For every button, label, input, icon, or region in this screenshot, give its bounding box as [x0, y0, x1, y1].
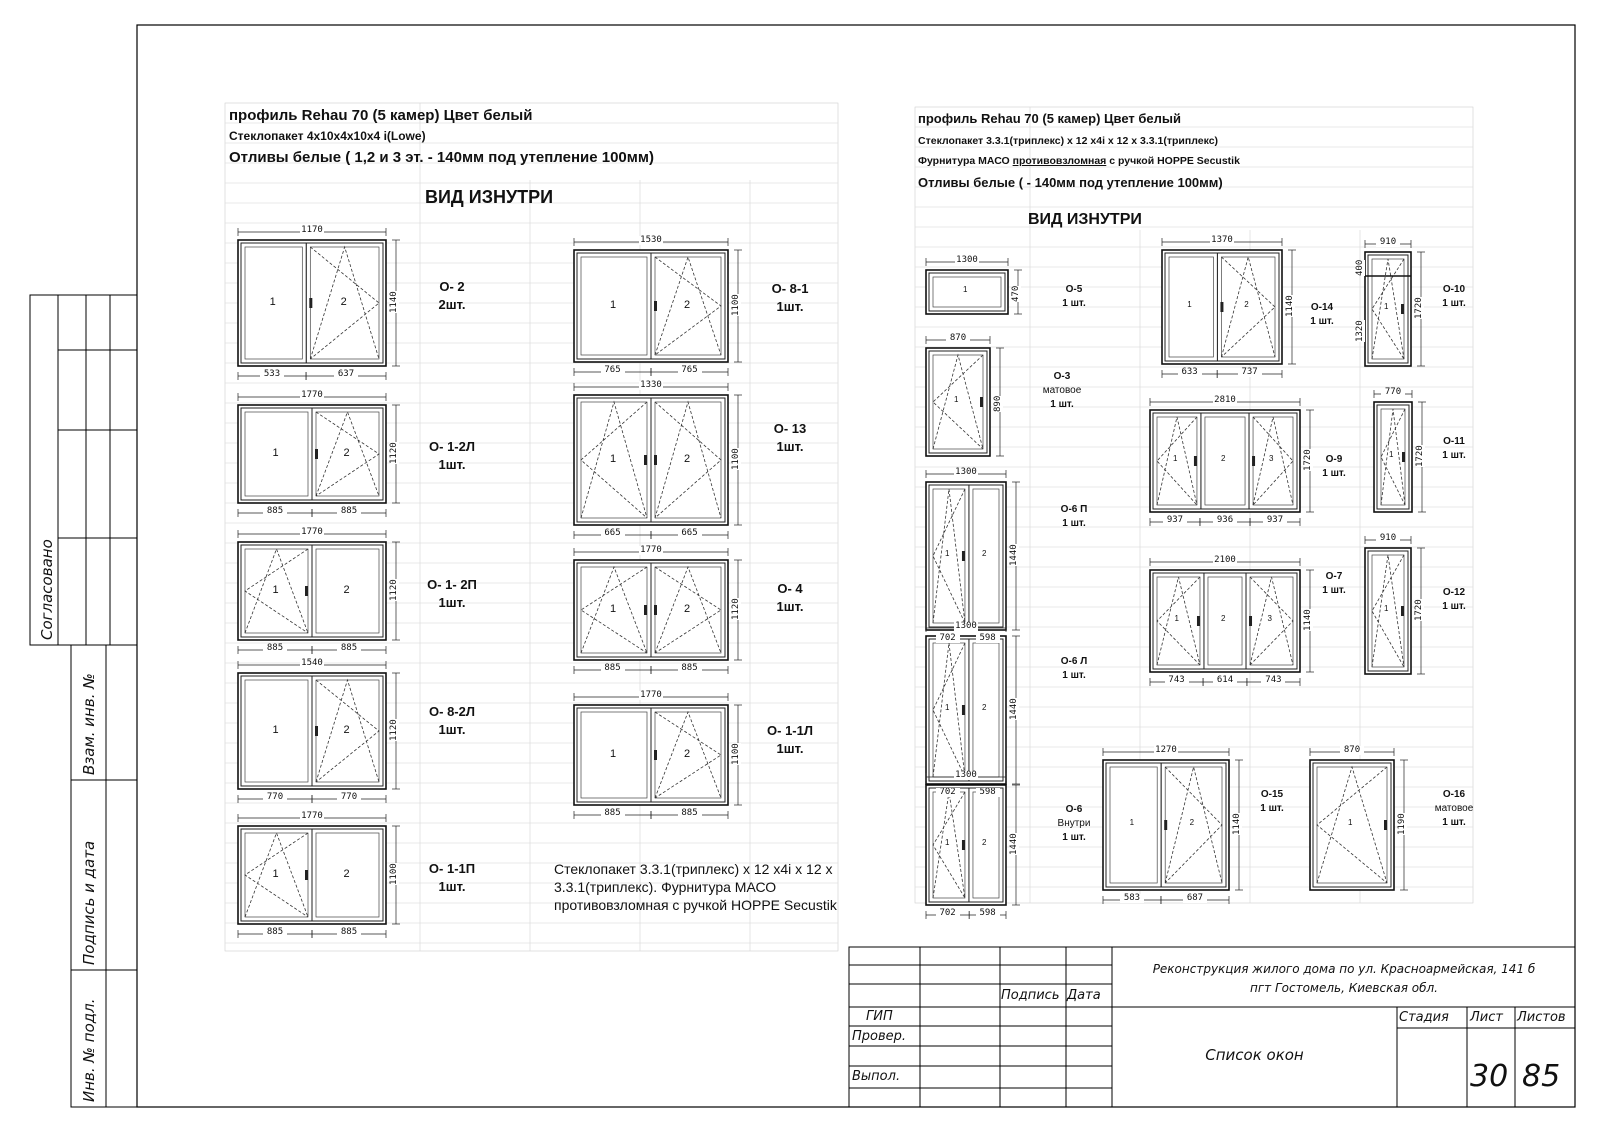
window-left-3: [238, 658, 400, 803]
sash-number: 2: [684, 603, 691, 615]
window-code: О- 13: [773, 421, 807, 436]
handle: [980, 397, 983, 407]
tb-location: пгт Гостомель, Киевская обл.: [1250, 981, 1438, 995]
sash-number: 1: [1384, 604, 1389, 613]
window-right-12: [1310, 748, 1408, 890]
handle: [1402, 452, 1405, 462]
right-glass-spec: Стеклопакет 3.3.1(триплекс) х 12 х4i х 12 х 3.3.1(триплекс): [918, 135, 1219, 147]
overall-width: 910: [1376, 534, 1400, 543]
overall-width: 1370: [1211, 235, 1233, 245]
window-qty: 1шт.: [776, 439, 804, 454]
overall-height: 1440: [1009, 698, 1019, 720]
overall-height: 1190: [1397, 813, 1407, 835]
handle: [315, 726, 318, 736]
left-sills-spec: Отливы белые ( 1,2 и 3 эт. - 140мм под утепление 100мм): [229, 149, 654, 166]
overall-width: 1540: [301, 658, 323, 668]
sash-number: 3: [1267, 614, 1272, 623]
part-width: 665: [601, 529, 625, 538]
overall-height: 1440: [1009, 833, 1019, 855]
sash-number: 1: [269, 296, 276, 308]
sash-number: 1: [954, 395, 959, 404]
overall-width: 870: [1340, 746, 1364, 755]
overall-height: 1120: [389, 719, 399, 741]
window-code: О-6 П: [1060, 504, 1088, 515]
stamp-replaces-inv: Взам. инв. №: [80, 673, 98, 775]
window-qty: 1 шт.: [1050, 399, 1074, 410]
window-code: О- 8-2Л: [429, 704, 475, 719]
stamp-original-inv: Инв. № подл.: [80, 998, 98, 1102]
handle: [644, 605, 647, 615]
overall-height: 1100: [389, 863, 399, 885]
part-width: 885: [678, 809, 702, 818]
overall-height: 1140: [1232, 813, 1242, 835]
handle: [315, 449, 318, 459]
part-width: 885: [337, 928, 361, 937]
sash-number: 3: [1269, 454, 1274, 463]
tb-role-done: Выпол.: [852, 1069, 901, 1084]
sash-number: 2: [684, 299, 691, 311]
part-width: 770: [263, 793, 287, 802]
tb-sheet-number: 30: [1470, 1059, 1509, 1094]
window-qty: 1 шт.: [1442, 298, 1466, 309]
window-left-4: [238, 811, 400, 938]
window-code: О-9: [1325, 454, 1343, 465]
window-qty: 1шт.: [776, 741, 804, 756]
window-qty: 1 шт.: [1442, 601, 1466, 612]
part-width: 598: [976, 788, 1000, 797]
window-right-2: [926, 467, 1020, 644]
window-qty: 1 шт.: [1062, 518, 1086, 529]
window-code: О- 2: [439, 279, 465, 294]
window-code: О-16: [1442, 789, 1466, 800]
window-code: О-6: [1065, 804, 1083, 815]
sash-number: 1: [272, 447, 279, 459]
window-code: О-3: [1053, 371, 1071, 382]
sash-number: 2: [1189, 818, 1195, 827]
handle: [1164, 820, 1167, 830]
window-code: О- 1-2Л: [429, 439, 475, 454]
tb-project: Реконструкция жилого дома по ул. Красноармейская, 141 б: [1152, 962, 1536, 976]
window-left-2: [238, 527, 400, 654]
window-right-8: [1103, 745, 1243, 904]
window-qty: 1 шт.: [1260, 803, 1284, 814]
window-note: Внутри: [1057, 818, 1091, 829]
overall-width: 1530: [640, 235, 662, 245]
window-note: матовое: [1434, 803, 1474, 814]
window-code: О- 4: [777, 581, 803, 596]
sash-number: 2: [343, 868, 350, 880]
part-width: 743: [1165, 676, 1189, 685]
right-profile-title: профиль Rehau 70 (5 камер) Цвет белый: [918, 111, 1181, 126]
overall-height: 1440: [1009, 544, 1019, 566]
window-qty: 1 шт.: [1322, 585, 1346, 596]
overall-width: 1330: [640, 380, 662, 390]
window-right-5: [1162, 235, 1296, 378]
overall-width: 1770: [640, 690, 662, 700]
sash-number: 1: [272, 584, 279, 596]
sash-number: 1: [1174, 614, 1179, 623]
handle: [1249, 616, 1252, 626]
sash-number: 1: [944, 838, 950, 847]
tb-sheet-label: Лист: [1470, 1010, 1503, 1025]
right-view-title: ВИД ИЗНУТРИ: [1028, 211, 1142, 228]
part-width: 770: [337, 793, 361, 802]
overall-height: 1100: [731, 448, 741, 470]
sash-number: 2: [981, 549, 987, 558]
window-code: О- 1-1Л: [767, 723, 813, 738]
window-qty: 1шт.: [776, 299, 804, 314]
window-qty: 1 шт.: [1062, 832, 1086, 843]
handle: [1384, 820, 1387, 830]
part-width: 885: [678, 664, 702, 673]
window-code: О-11: [1443, 436, 1465, 447]
window-code: О-14: [1310, 302, 1334, 313]
window-left-6: [574, 380, 742, 539]
overall-width: 1300: [955, 770, 977, 780]
part-width: 687: [1183, 894, 1207, 903]
part-width: 665: [678, 529, 702, 538]
sash-number: 2: [684, 453, 691, 465]
overall-height: 1720: [1414, 599, 1424, 621]
handle: [1401, 606, 1404, 616]
part-width: 937: [1163, 516, 1187, 525]
window-code: О-7: [1325, 571, 1343, 582]
sash-number: 1: [272, 868, 279, 880]
sash-number: 2: [981, 703, 987, 712]
handle: [1401, 304, 1404, 314]
window-right-0: [926, 255, 1022, 314]
overall-width: 1300: [955, 467, 977, 477]
window-note: матовое: [1042, 385, 1082, 396]
overall-height: 1140: [1303, 609, 1313, 631]
window-qty: 1 шт.: [1062, 298, 1086, 309]
part-width: 743: [1261, 676, 1285, 685]
handle: [1220, 302, 1223, 312]
tb-signature-label: Подпись: [1001, 988, 1060, 1003]
hardware-suffix: с ручкой HOPPE Secustik: [1106, 155, 1240, 167]
stamp-agreed: Согласовано: [38, 539, 56, 640]
hardware-underlined: противовзломная: [1012, 155, 1107, 167]
handle: [305, 870, 308, 880]
part-width: 737: [1238, 368, 1262, 377]
sash-number: 2: [684, 748, 691, 760]
overall-height: 1120: [389, 579, 399, 601]
overall-width: 1770: [301, 811, 323, 821]
part-width: 885: [263, 644, 287, 653]
left-note: Стеклопакет 3.3.1(триплекс) х 12 х4i х 12 х 3.3.1(триплекс). Фурнитура МАСО противовзломная с ручкой HOPPE Secustik: [554, 861, 837, 914]
overall-width: 1770: [301, 527, 323, 537]
part-width: 702: [936, 909, 960, 918]
overall-width: 870: [946, 334, 970, 343]
handle: [1252, 456, 1255, 466]
overall-width: 910: [1376, 238, 1400, 247]
sash-number: 1: [610, 603, 617, 615]
overall-height: 470: [1011, 285, 1021, 302]
sash-number: 2: [981, 838, 987, 847]
handle: [644, 455, 647, 465]
handle: [654, 301, 657, 311]
sash-number: 1: [272, 724, 279, 736]
window-left-0: [238, 225, 400, 380]
overall-height: 1720: [1303, 449, 1313, 471]
sash-number: 1: [610, 453, 617, 465]
sash-number: 2: [343, 724, 350, 736]
part-width: 702: [936, 788, 960, 797]
window-left-8: [574, 690, 742, 819]
overall-height: 1100: [731, 294, 741, 316]
part-width: 637: [334, 370, 358, 379]
handle: [309, 298, 312, 308]
window-qty: 1шт.: [438, 595, 466, 610]
window-qty: 1 шт.: [1062, 670, 1086, 681]
part-width: 936: [1213, 516, 1237, 525]
handle: [1197, 616, 1200, 626]
right-sills-spec: Отливы белые ( - 140мм под утепление 100мм): [918, 175, 1223, 190]
sash-number: 1: [1172, 454, 1178, 463]
part-width: 765: [601, 366, 625, 375]
overall-width: 1770: [301, 390, 323, 400]
tb-sheets-label: Листов: [1517, 1010, 1566, 1025]
window-qty: 1шт.: [438, 457, 466, 472]
sash-number: 1: [610, 748, 617, 760]
tb-date-label: Дата: [1067, 988, 1101, 1003]
overall-height: 890: [993, 395, 1003, 412]
window-qty: 1шт.: [438, 879, 466, 894]
sash-number: 1: [963, 285, 968, 294]
sash-number: 1: [1389, 450, 1394, 459]
overall-width: 2810: [1214, 395, 1236, 405]
part-width: 885: [263, 507, 287, 516]
overall-height: 1120: [731, 598, 741, 620]
part-width: 937: [1263, 516, 1287, 525]
sash-number: 2: [1221, 614, 1226, 623]
window-left-1: [238, 390, 400, 517]
transom-height: 400: [1355, 259, 1365, 276]
sash-number: 1: [944, 703, 950, 712]
part-width: 885: [601, 664, 625, 673]
sash-number: 1: [1384, 302, 1389, 311]
tb-role-checked: Провер.: [852, 1029, 907, 1044]
window-code: О-6 Л: [1060, 656, 1088, 667]
part-width: 702: [936, 634, 960, 643]
overall-width: 1770: [640, 545, 662, 555]
overall-height: 1720: [1414, 297, 1424, 319]
handle: [1194, 456, 1197, 466]
window-qty: 1 шт.: [1442, 817, 1466, 828]
handle: [305, 586, 308, 596]
part-width: 885: [263, 928, 287, 937]
window-code: О- 1- 2П: [427, 577, 477, 592]
window-qty: 1шт.: [776, 599, 804, 614]
part-width: 885: [601, 809, 625, 818]
handle: [654, 455, 657, 465]
sash-number: 2: [343, 584, 350, 596]
right-hardware-spec: [918, 156, 1240, 167]
part-width: 885: [337, 644, 361, 653]
stamp-signature-date: Подпись и дата: [80, 840, 98, 965]
sash-number: 2: [1221, 454, 1226, 463]
window-code: О-10: [1442, 284, 1466, 295]
tb-sheet-name: Список окон: [1205, 1046, 1304, 1064]
overall-height: 1140: [1285, 295, 1295, 317]
window-qty: 1 шт.: [1310, 316, 1334, 327]
sash-number: 1: [610, 299, 617, 311]
part-width: 533: [260, 370, 284, 379]
window-code: О- 8-1: [771, 281, 809, 296]
overall-width: 2100: [1214, 555, 1236, 565]
window-left-7: [574, 545, 742, 674]
hardware-prefix: Фурнитура МАСО: [918, 155, 1013, 167]
sash-number: 2: [343, 447, 350, 459]
part-width: 598: [976, 634, 1000, 643]
overall-height: 1140: [389, 291, 399, 313]
window-qty: 1 шт.: [1442, 450, 1466, 461]
window-qty: 2шт.: [438, 297, 466, 312]
handle: [962, 551, 965, 561]
overall-width: 1270: [1155, 745, 1177, 755]
sash-number: 2: [340, 296, 347, 308]
part-width: 765: [678, 366, 702, 375]
window-qty: 1 шт.: [1322, 468, 1346, 479]
overall-width: 1170: [301, 225, 323, 235]
part-width: 583: [1120, 894, 1144, 903]
left-view-title: ВИД ИЗНУТРИ: [425, 187, 554, 207]
part-width: 633: [1178, 368, 1202, 377]
sash-number: 2: [1244, 300, 1249, 309]
tb-role-chief: ГИП: [866, 1009, 893, 1024]
left-profile-title: профиль Rehau 70 (5 камер) Цвет белый: [229, 107, 533, 124]
overall-width: 770: [1381, 388, 1405, 397]
overall-height: 1100: [731, 743, 741, 765]
left-glass-spec: Стеклопакет 4х10х4х10х4 i(Lowe): [229, 129, 426, 143]
sash-number: 1: [1129, 818, 1135, 827]
window-code: О- 1-1П: [428, 861, 476, 876]
overall-width: 1300: [955, 621, 977, 631]
window-code: О-12: [1442, 587, 1466, 598]
window-left-5: [574, 235, 742, 376]
overall-height: 1720: [1415, 445, 1425, 467]
sash-number: 1: [1348, 818, 1353, 827]
window-qty: 1шт.: [438, 722, 466, 737]
handle: [654, 750, 657, 760]
window-code: О-15: [1260, 789, 1284, 800]
handle: [654, 605, 657, 615]
part-width: 598: [976, 909, 1000, 918]
tb-stage-label: Стадия: [1399, 1010, 1449, 1025]
handle: [962, 840, 965, 850]
sash-number: 1: [944, 549, 950, 558]
part-width: 885: [337, 507, 361, 516]
sash-number: 1: [1187, 300, 1192, 309]
sash-height: 1320: [1355, 320, 1365, 342]
overall-width: 1300: [956, 255, 978, 265]
window-code: О-5: [1065, 284, 1083, 295]
part-width: 614: [1213, 676, 1237, 685]
handle: [962, 705, 965, 715]
tb-sheets-total: 85: [1522, 1059, 1561, 1094]
overall-height: 1120: [389, 442, 399, 464]
